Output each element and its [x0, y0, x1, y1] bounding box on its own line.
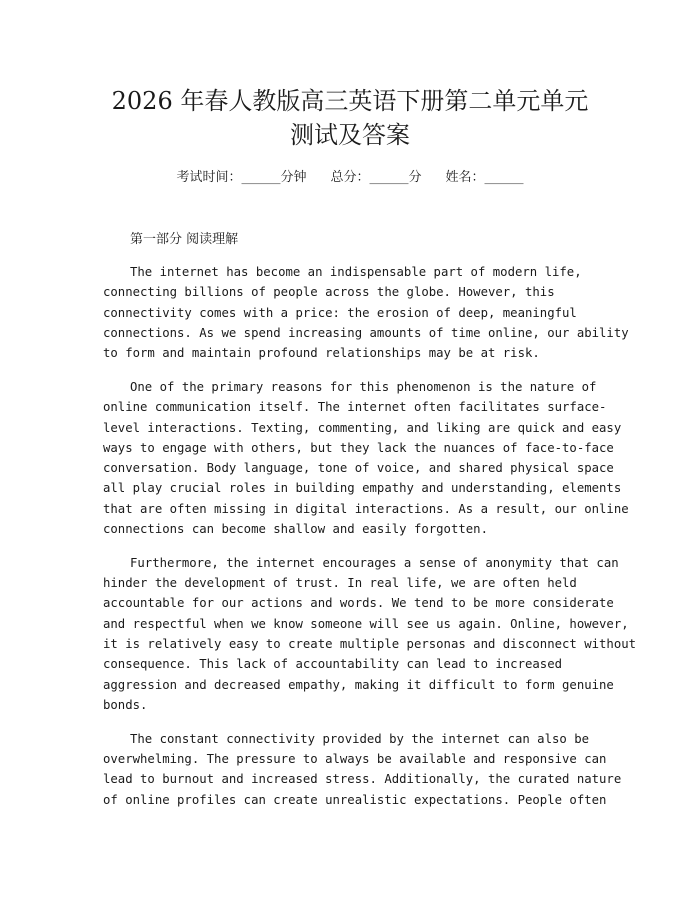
exam-time-label: 考试时间：	[176, 170, 242, 185]
exam-time-blank: ______	[241, 170, 281, 185]
total-score-unit: 分	[408, 170, 422, 185]
total-score-label: 总分：	[330, 170, 370, 185]
passage-line: accountable for our actions and words. We tend to be more considerate	[103, 596, 614, 611]
passage-line: of online profiles can create unrealistic expectations. People often	[103, 792, 607, 807]
passage-line: that are often missing in digital interactions. As a result, our online	[103, 501, 629, 516]
passage-line: bonds.	[103, 697, 148, 712]
passage-line: online communication itself. The internet often facilitates surface-	[103, 400, 607, 415]
passage-line: ways to engage with others, but they lack the nuances of face-to-face	[103, 440, 614, 455]
reading-passage	[103, 262, 637, 823]
passage-line: Furthermore, the internet encourages a sense of anonymity that can	[130, 555, 619, 570]
passage-line: One of the primary reasons for this phenomenon is the nature of	[130, 379, 597, 394]
passage-line: connections. As we spend increasing amounts of time online, our ability	[103, 325, 629, 340]
passage-line: connectivity comes with a price: the erosion of deep, meaningful	[103, 305, 577, 320]
passage-paragraph	[103, 377, 629, 539]
passage-line: level interactions. Texting, commenting, and liking are quick and easy	[103, 420, 622, 435]
name-blank: ______	[484, 170, 524, 185]
section-heading: 第一部分 阅读理解	[130, 232, 239, 247]
exam-time-unit: 分钟	[280, 170, 307, 185]
passage-paragraph	[103, 553, 637, 715]
passage-line: it is relatively easy to create multiple personas and disconnect without	[103, 637, 637, 652]
passage-line: conversation. Body language, tone of voice, and shared physical space	[103, 461, 614, 476]
passage-line: overwhelming. The pressure to always be available and responsive can	[103, 752, 607, 767]
passage-line: to form and maintain profound relationships may be at risk.	[103, 346, 540, 361]
passage-line: all play crucial roles in building empathy and understanding, elements	[103, 481, 622, 496]
passage-line: connections can become shallow and easily forgotten.	[103, 522, 488, 537]
passage-line: connecting billions of people across the globe. However, this	[103, 285, 555, 300]
total-score-blank: ______	[369, 170, 409, 185]
passage-line: aggression and decreased empathy, making it difficult to form genuine	[103, 677, 614, 692]
name-label: 姓名：	[445, 170, 485, 185]
document-title-line-2: 测试及答案	[290, 121, 410, 149]
passage-line: and respectful when we know someone will see us again. Online, however,	[103, 616, 629, 631]
passage-paragraph	[103, 262, 629, 363]
passage-line: hinder the development of trust. In real life, we are often held	[103, 576, 577, 591]
passage-line: lead to burnout and increased stress. Additionally, the curated nature	[103, 772, 622, 787]
passage-line: The internet has become an indispensable part of modern life,	[130, 265, 582, 279]
passage-line: consequence. This lack of accountability can lead to increased	[103, 657, 563, 672]
passage-paragraph	[103, 729, 622, 810]
exam-info-line	[0, 168, 700, 188]
passage-line: The constant connectivity provided by the internet can also be	[130, 731, 590, 746]
document-title-line-1: 2026 年春人教版高三英语下册第二单元单元	[111, 87, 589, 115]
